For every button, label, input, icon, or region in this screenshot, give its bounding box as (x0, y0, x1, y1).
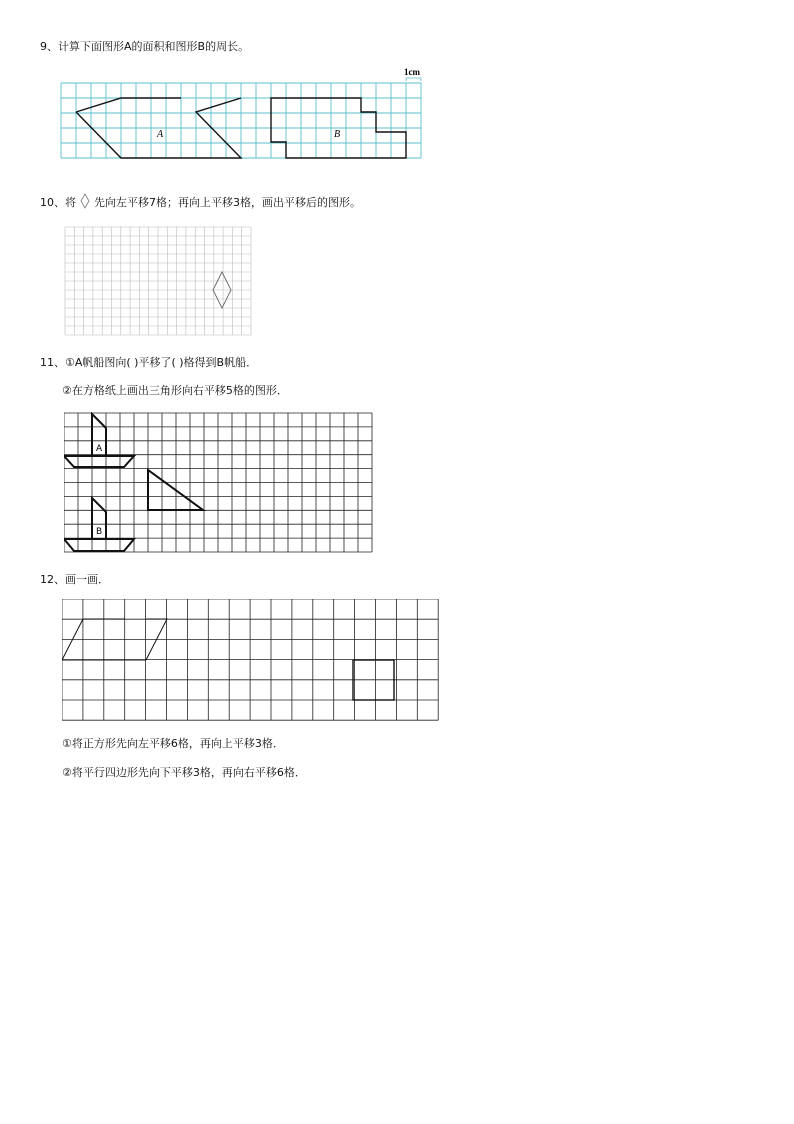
q11-grid-figure (64, 412, 374, 554)
q11-boat-a-label: A (96, 444, 103, 454)
q10-prefix: 10、将 (40, 196, 76, 209)
q11-prompt-2: ②在方格纸上画出三角形向右平移5格的图形． (62, 384, 288, 397)
rhombus-icon (80, 193, 90, 209)
q12-task-2: ②将平行四边形先向下平移3格，再向右平移6格． (62, 766, 306, 779)
q9-shape-a-label: A (157, 129, 164, 140)
q9-grid-figure (58, 64, 430, 176)
q11-grid-lines (64, 413, 372, 552)
q12-title: 12、画一画． (40, 573, 109, 586)
q12-grid-figure (62, 599, 440, 721)
q9-shape-b-label: B (334, 129, 341, 140)
q10-grid-figure (64, 226, 254, 336)
q9-prompt: 9、计算下面图形A的面积和图形B的周长。 (40, 40, 250, 53)
q9-grid-lines (61, 83, 421, 158)
q12-task-1: ①将正方形先向左平移6格，再向上平移3格． (62, 737, 284, 750)
q11-prompt-1: 11、①A帆船图向( )平移了( )格得到B帆船． (40, 356, 258, 369)
q11-boat-b-label: B (96, 527, 103, 537)
q9-unit-bracket (406, 78, 421, 81)
q11-triangle (148, 470, 203, 510)
q10-grid-lines (65, 227, 251, 335)
q9-unit-label: 1cm (404, 67, 420, 77)
q10-prompt (40, 193, 361, 210)
q10-suffix: 先向左平移7格；再向上平移3格，画出平移后的图形。 (94, 196, 361, 209)
